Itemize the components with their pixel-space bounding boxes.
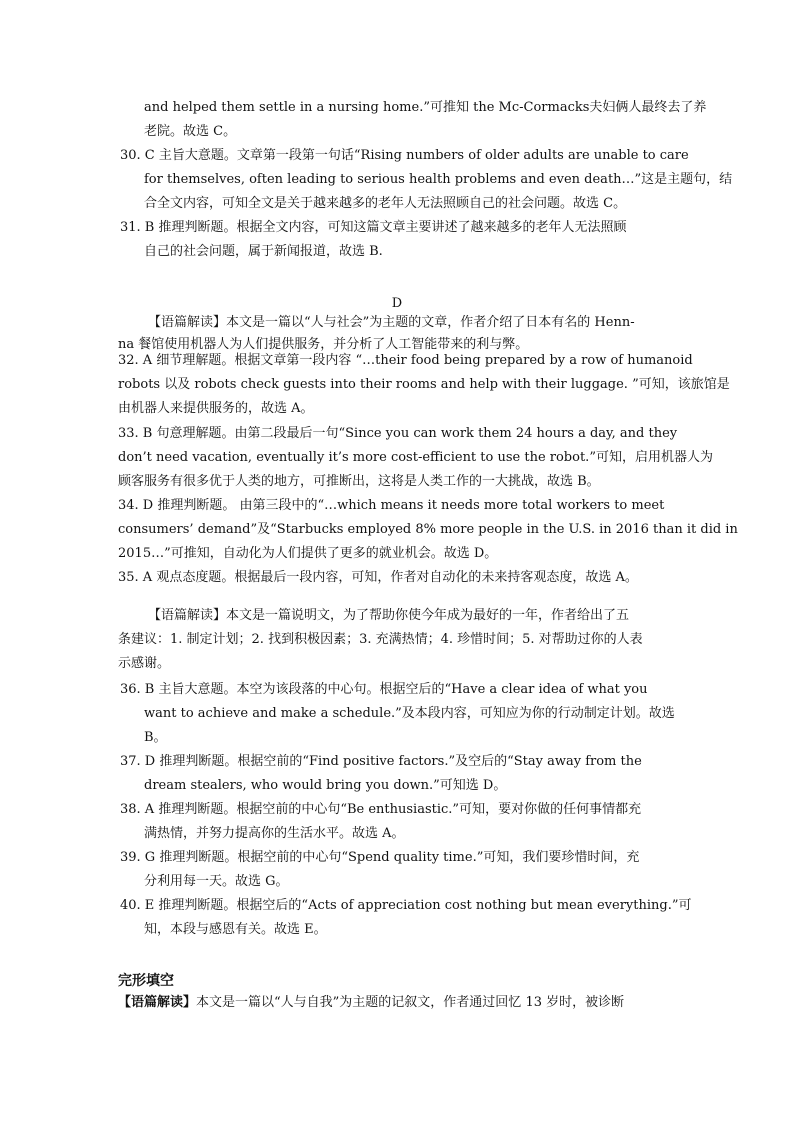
cloze-intro-text: 本文是一篇以“人与自我”为主题的记叙文，作者通过回忆 13 岁时，被诊断 xyxy=(196,995,625,1010)
answer-39-line-2: 分利用每一天。故选 G。 xyxy=(144,874,289,889)
answer-32-line-1: 32. A 细节理解题。根据文章第一段内容 “…their food being prepared by a row of humanoid xyxy=(118,353,693,368)
answer-37-line-1: 37. D 推理判断题。根据空前的“Find positive factors.”及空后的“Stay away from the xyxy=(120,754,642,769)
answer-31-line-2: 自己的社会问题，属于新闻报道，故选 B. xyxy=(144,244,383,259)
answer-31-line-1: 31. B 推理判断题。根据全文内容，可知这篇文章主要讲述了越来越多的老年人无法照顾 xyxy=(120,220,627,235)
prev-answer-line-1: and helped them settle in a nursing home.”可推知 the Mc-Cormacks夫妇俩人最终去了养 xyxy=(144,100,707,115)
answer-34-line-1: 34. D 推理判断题。 由第三段中的“…which means it needs more total workers to meet xyxy=(118,498,665,513)
answer-40-line-1: 40. E 推理判断题。根据空后的“Acts of appreciation cost nothing but mean everything.”可 xyxy=(120,898,692,913)
section-e-intro-line-3: 示感谢。 xyxy=(118,656,171,671)
answer-34-line-2: consumers’ demand”及“Starbucks employed 8% more people in the U.S. in 2016 than it did in xyxy=(118,522,738,537)
answer-38-line-2: 满热情，并努力提高你的生活水平。故选 A。 xyxy=(144,826,405,841)
answer-30-line-3: 合全文内容，可知全文是关于越来越多的老年人无法照顾自己的社会问题。故选 C。 xyxy=(144,196,627,211)
answer-36-line-1: 36. B 主旨大意题。本空为该段落的中心句。根据空后的“Have a clear idea of what you xyxy=(120,682,648,697)
section-e-intro-line-1: 【语篇解读】本文是一篇说明文，为了帮助你使今年成为最好的一年，作者给出了五 xyxy=(148,608,630,623)
answer-37-line-2: dream stealers, who would bring you down.”可知选 D。 xyxy=(144,778,507,793)
section-d-intro-line-2: na 餐馆使用机器人为人们提供服务，并分析了人工智能带来的利与弊。 xyxy=(118,337,529,352)
cloze-intro xyxy=(118,991,624,1015)
answer-33-line-2: don’t need vacation, eventually it’s more cost-efficient to use the robot.”可知，启用机器人为 xyxy=(118,450,713,465)
prev-answer-line-2: 老院。故选 C。 xyxy=(144,124,237,139)
answer-34-line-3: 2015…”可推知，自动化为人们提供了更多的就业机会。故选 D。 xyxy=(118,546,498,561)
answer-36-line-2: want to achieve and make a schedule.”及本段内容，可知应为你的行动制定计划。故选 xyxy=(144,706,675,721)
cloze-intro-label: 【语篇解读】 xyxy=(118,995,197,1010)
answer-32-line-3: 由机器人来提供服务的，故选 A。 xyxy=(118,401,314,416)
answer-35-line-1: 35. A 观点态度题。根据最后一段内容，可知，作者对自动化的未来持客观态度，故选 A。 xyxy=(118,570,638,585)
section-e-intro-line-2: 条建议：1. 制定计划；2. 找到积极因素；3. 充满热情；4. 珍惜时间；5. 对帮助过你的人表 xyxy=(118,632,643,647)
section-d-intro-line-1: 【语篇解读】本文是一篇以“人与社会”为主题的文章，作者介绍了日本有名的 Henn- xyxy=(148,315,635,330)
answer-30-line-2: for themselves, often leading to serious health problems and even death…”这是主题句，结 xyxy=(144,172,733,187)
answer-38-line-1: 38. A 推理判断题。根据空前的中心句“Be enthusiastic.”可知，要对你做的任何事情都充 xyxy=(120,802,642,817)
answer-36-line-3: B。 xyxy=(144,730,167,745)
answer-40-line-2: 知，本段与感恩有关。故选 E。 xyxy=(144,922,327,937)
answer-32-line-2: robots 以及 robots check guests into their rooms and help with their luggage. ”可知，该旅馆是 xyxy=(118,377,730,392)
answer-39-line-1: 39. G 推理判断题。根据空前的中心句“Spend quality time.”可知，我们要珍惜时间，充 xyxy=(120,850,640,865)
answer-33-line-1: 33. B 句意理解题。由第二段最后一句“Since you can work them 24 hours a day, and they xyxy=(118,426,678,441)
section-d-label: D xyxy=(391,296,403,311)
answer-30-line-1: 30. C 主旨大意题。文章第一段第一句话“Rising numbers of older adults are unable to care xyxy=(120,148,689,163)
cloze-heading: 完形填空 xyxy=(118,973,174,989)
answer-33-line-3: 顾客服务有很多优于人类的地方，可推断出，这将是人类工作的一大挑战，故选 B。 xyxy=(118,474,600,489)
